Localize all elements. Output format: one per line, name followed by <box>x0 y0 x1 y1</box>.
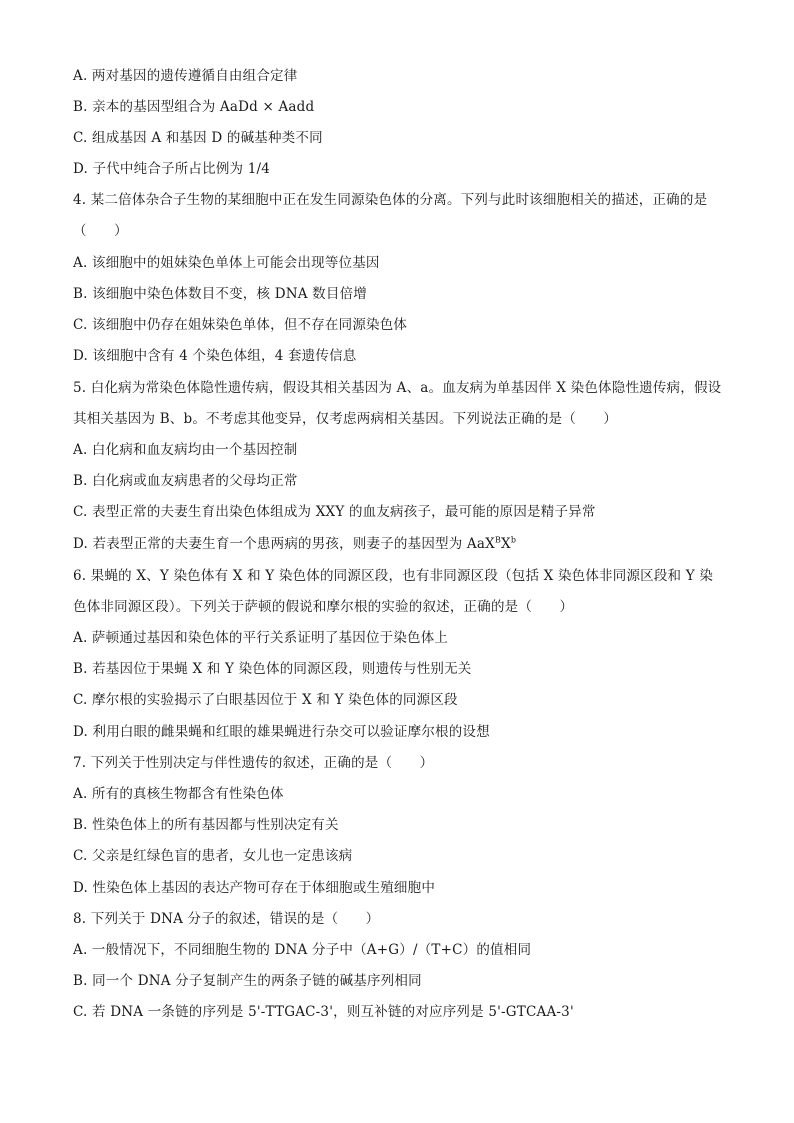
q7-option-a: A. 所有的真核生物都含有性染色体 <box>73 786 284 802</box>
q4-answer-blank: （ ） <box>73 223 128 239</box>
q3-option-c: C. 组成基因 A 和基因 D 的碱基种类不同 <box>73 130 323 146</box>
q5-option-c: C. 表型正常的夫妻生育出染色体组成为 XXY 的血友病孩子，最可能的原因是精子异常 <box>73 504 596 520</box>
q8-option-c: C. 若 DNA 一条链的序列是 5'-TTGAC-3'，则互补链的对应序列是 5'-GTCAA-3' <box>73 1004 574 1020</box>
q5-option-d-sup-b-upper: B <box>494 535 502 545</box>
q8-option-b: B. 同一个 DNA 分子复制产生的两条子链的碱基序列相同 <box>73 973 422 989</box>
q5-option-d <box>73 534 744 554</box>
q3-option-b: B. 亲本的基因型组合为 AaDd × Aadd <box>73 99 315 115</box>
q5-option-b: B. 白化病或血友病患者的父母均正常 <box>73 473 298 489</box>
q6-option-c: C. 摩尔根的实验揭示了白眼基因位于 X 和 Y 染色体的同源区段 <box>73 692 458 708</box>
q7-stem: 7. 下列关于性别决定与伴性遗传的叙述，正确的是（ ） <box>73 755 434 771</box>
q3-option-d: D. 子代中纯合子所占比例为 1/4 <box>73 161 271 177</box>
q5-option-a: A. 白化病和血友病均由一个基因控制 <box>73 442 298 458</box>
q5-option-d-text: D. 若表型正常的夫妻生育一个患两病的男孩，则妻子的基因型为 AaX <box>73 536 495 552</box>
q6-option-b: B. 若基因位于果蝇 X 和 Y 染色体的同源区段，则遗传与性别无关 <box>73 661 472 677</box>
q6-stem-line2: 色体非同源区段）。下列关于萨顿的假说和摩尔根的实验的叙述，正确的是（ ） <box>73 599 574 615</box>
q4-option-d: D. 该细胞中含有 4 个染色体组，4 套遗传信息 <box>73 348 357 364</box>
q6-option-d: D. 利用白眼的雌果蝇和红眼的雄果蝇进行杂交可以验证摩尔根的设想 <box>73 724 490 740</box>
q4-stem: 4. 某二倍体杂合子生物的某细胞中正在发生同源染色体的分离。下列与此时该细胞相关的描述，正确的是 <box>73 192 708 208</box>
q5-stem-line2: 其相关基因为 B、b。不考虑其他变异，仅考虑两病相关基因。下列说法正确的是（ ） <box>73 411 618 427</box>
q6-stem-line1: 6. 果蝇的 X、Y 染色体有 X 和 Y 染色体的同源区段，也有非同源区段（包括 X 染色体非同源区段和 Y 染 <box>73 568 714 584</box>
q5-option-d-x: X <box>501 536 511 552</box>
q8-option-a: A. 一般情况下，不同细胞生物的 DNA 分子中（A+G）/（T+C）的值相同 <box>73 942 532 958</box>
q7-option-c: C. 父亲是红绿色盲的患者，女儿也一定患该病 <box>73 848 353 864</box>
q4-option-a: A. 该细胞中的姐妹染色单体上可能会出现等位基因 <box>73 255 380 271</box>
q5-option-d-sup-b-lower: b <box>510 535 517 545</box>
q4-option-c: C. 该细胞中仍存在姐妹染色单体，但不存在同源染色体 <box>73 317 408 333</box>
q5-stem-line1: 5. 白化病为常染色体隐性遗传病，假设其相关基因为 A、a。血友病为单基因伴 X 染色体隐性遗传病，假设 <box>73 380 722 396</box>
q7-option-b: B. 性染色体上的所有基因都与性别决定有关 <box>73 817 339 833</box>
q4-option-b: B. 该细胞中染色体数目不变，核 DNA 数目倍增 <box>73 286 367 302</box>
q8-stem: 8. 下列关于 DNA 分子的叙述，错误的是（ ） <box>73 911 380 927</box>
q3-option-a: A. 两对基因的遗传遵循自由组合定律 <box>73 68 298 84</box>
q7-option-d: D. 性染色体上基因的表达产物可存在于体细胞或生殖细胞中 <box>73 880 436 896</box>
q6-option-a: A. 萨顿通过基因和染色体的平行关系证明了基因位于染色体上 <box>73 630 449 646</box>
